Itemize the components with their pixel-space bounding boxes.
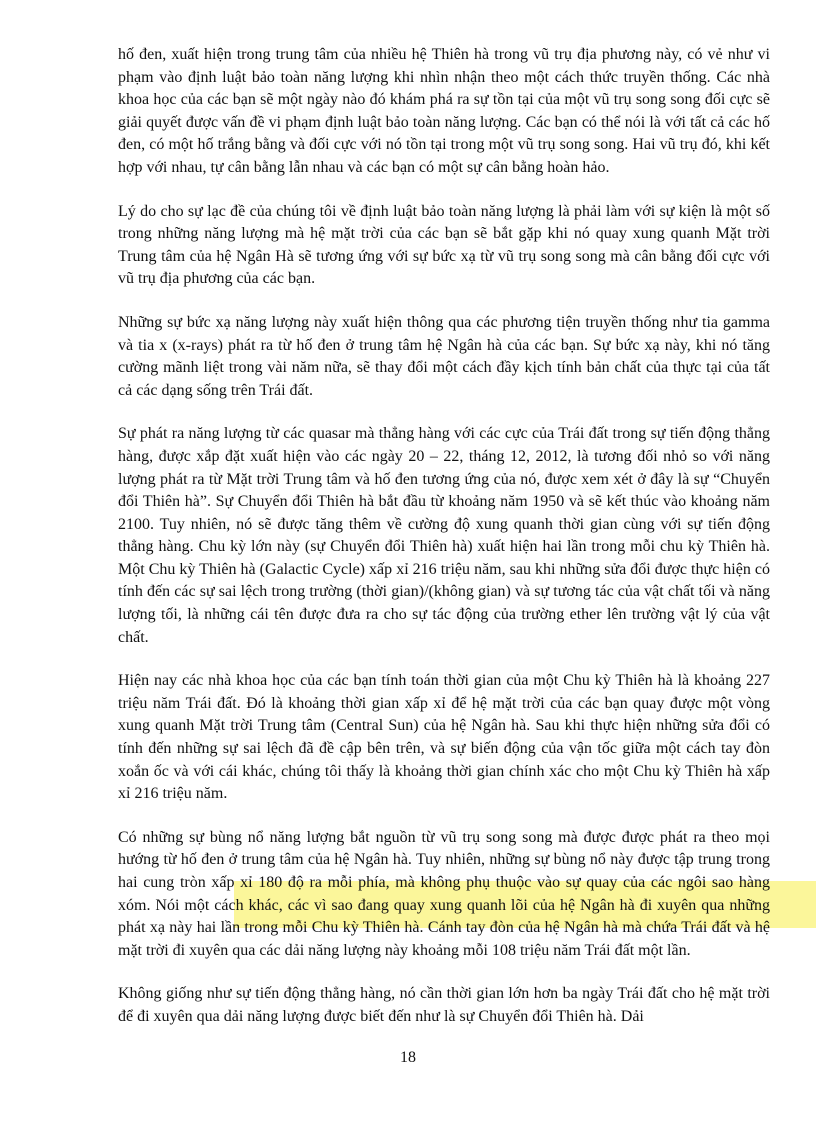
document-body bbox=[118, 44, 770, 1029]
page-number: 18 bbox=[400, 1049, 416, 1066]
paragraph-2: Lý do cho sự lạc đề của chúng tôi về định luật bảo toàn năng lượng là phải làm với sự kiện là một số trong những năng lượng mà hệ mặt trời của các bạn sẽ bắt gặp khi nó quay xung quanh Mặt trời Trung tâm của hệ Ngân Hà sẽ tương ứng với sự bức xạ từ vũ trụ song song mà cân bằng đối cực với vũ trụ địa phương của các bạn. bbox=[118, 202, 770, 288]
document-page bbox=[118, 44, 770, 1050]
paragraph-7: Không giống như sự tiến động thẳng hàng, nó cần thời gian lớn hơn ba ngày Trái đất cho hệ mặt trời để đi xuyên qua dải năng lượng được biết đến như là sự Chuyển đổi Thiên hà. Dải bbox=[118, 985, 770, 1025]
paragraph-5: Hiện nay các nhà khoa học của các bạn tính toán thời gian của một Chu kỳ Thiên hà là khoảng 227 triệu năm Trái đất. Đó là khoảng thời gian xấp xỉ để hệ mặt trời của các bạn quay được một vòng xung quanh Mặt trời Trung tâm (Central Sun) của hệ Ngân hà. Sau khi thực hiện những sửa đổi có tính đến những sự sai lệch đã đề cập bên trên, và sự biến động của vận tốc giữa một cách tay đòn xoắn ốc và với cái khác, chúng tôi thấy là khoảng thời gian chính xác cho một Chu kỳ Thiên hà xấp xỉ 216 triệu năm. bbox=[118, 672, 770, 803]
paragraph-4: Sự phát ra năng lượng từ các quasar mà thẳng hàng với các cực của Trái đất trong sự tiến động thẳng hàng, được xắp đặt xuất hiện vào các ngày 20 – 22, tháng 12, 2012, là tương đối nhỏ so với năng lượng phát ra từ Mặt trời Trung tâm và hố đen tương ứng của nó, được xem xét ở đây là sự “Chuyển đổi Thiên hà”. Sự Chuyển đổi Thiên hà bắt đầu từ khoảng năm 1950 và sẽ kết thúc vào khoảng năm 2100. Tuy nhiên, nó sẽ được tăng thêm về cường độ xung quanh thời gian cùng với sự tiến động thẳng hàng. Chu kỳ lớn này (sự Chuyển đổi Thiên hà) xuất hiện hai lần trong mỗi chu kỳ Thiên hà. Một Chu kỳ Thiên hà (Galactic Cycle) xấp xỉ 216 triệu năm, sau khi những sửa đổi được thực hiện có tính đến các sự sai lệch trong trường (thời gian)/(không gian) và sự tương tác của vật chất tối và năng lượng tối, là những cái tên được đưa ra cho sự tác động của trường ether lên trường vật lý của vật chất. bbox=[118, 425, 770, 646]
paragraph-3: Những sự bức xạ năng lượng này xuất hiện thông qua các phương tiện truyền thống như tia gamma và tia x (x-rays) phát ra từ hố đen ở trung tâm hệ Ngân hà của các bạn. Sự bức xạ này, khi nó tăng cường mãnh liệt trong vài năm nữa, sẽ thay đổi một cách đầy kịch tính bản chất của thực tại của tất cả các dạng sống trên Trái đất. bbox=[118, 313, 770, 399]
paragraph-6: Có những sự bùng nổ năng lượng bắt nguồn từ vũ trụ song song mà được được phát ra theo mọi hướng từ hố đen ở trung tâm của hệ Ngân hà. Tuy nhiên, những sự bùng nổ này được tập trung trong hai cung tròn xấp xỉ 180 độ ra mỗi phía, mà không phụ thuộc vào sự quay của các ngôi sao hàng xóm. Nói một cách khác, các vì sao đang quay xung quanh lõi của hệ Ngân hà đi xuyên qua những phát xạ này hai lần trong mỗi Chu kỳ Thiên hà. Cánh tay đòn của hệ Ngân hà mà chứa Trái đất và hệ mặt trời đi xuyên qua các dải năng lượng này khoảng mỗi 108 triệu năm Trái đất một lần. bbox=[118, 828, 770, 959]
paragraph-1: hố đen, xuất hiện trong trung tâm của nhiều hệ Thiên hà trong vũ trụ địa phương này, có vẻ như vi phạm vào định luật bảo toàn năng lượng khi nhìn nhận theo một cách thức truyền thống. Các nhà khoa học của các bạn sẽ một ngày nào đó khám phá ra sự tồn tại của một vũ trụ song song đối cực sẽ giải quyết được vấn đề vi phạm định luật bảo toàn năng lượng. Các bạn có thể nói là với tất cả các hố đen, có một hố trắng bằng và đối cực với nó tồn tại trong một vũ trụ song song. Hai vũ trụ đó, khi kết hợp với nhau, tự cân bằng lẫn nhau và các bạn có một sự cân bằng hoàn hảo. bbox=[118, 46, 770, 176]
